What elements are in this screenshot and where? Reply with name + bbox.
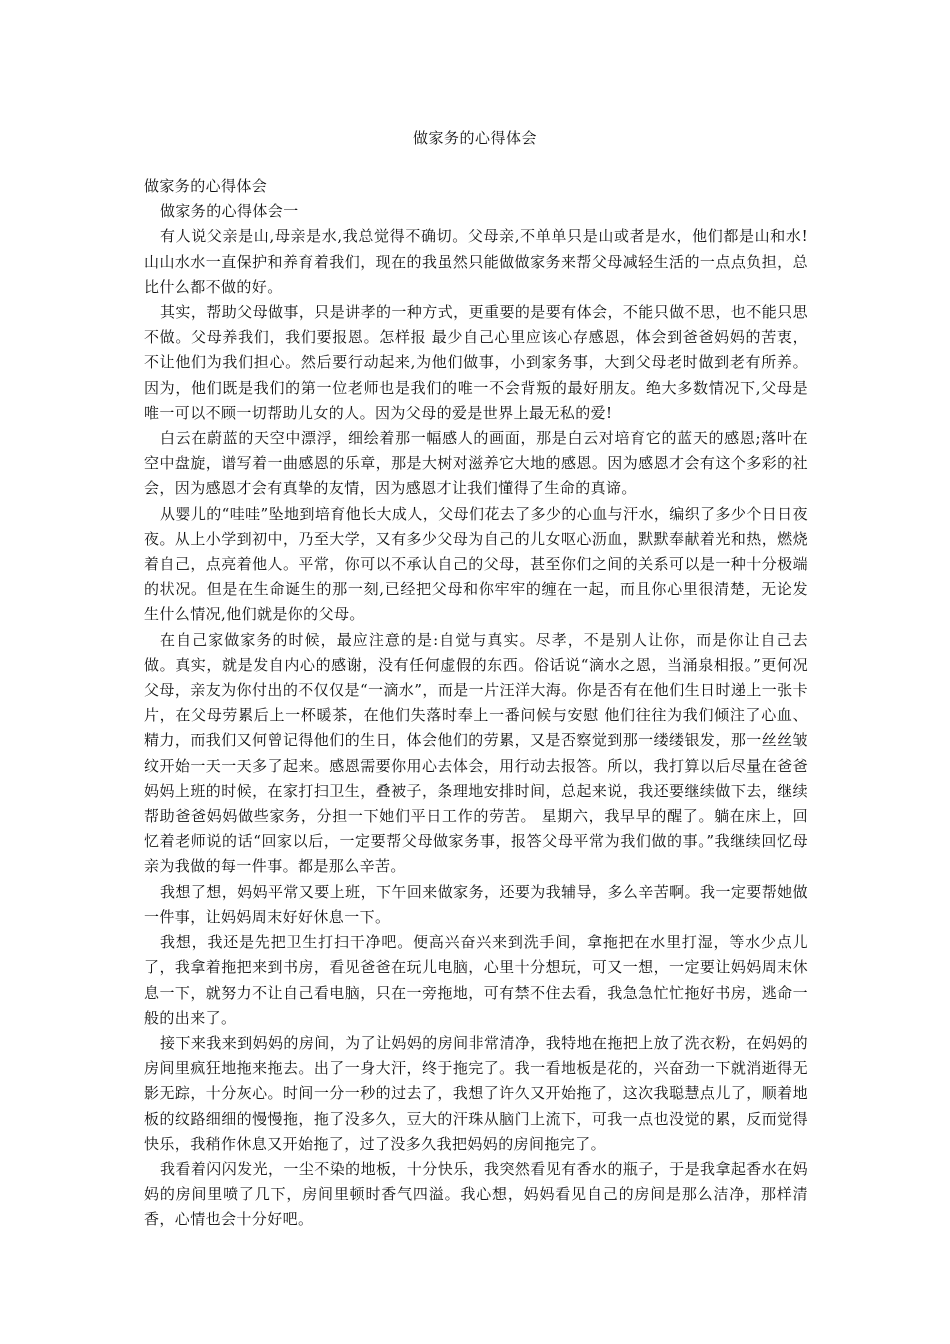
paragraph: 在自己家做家务的时候，最应注意的是:自觉与真实。尽孝，不是别人让你，而是你让自己去做。真实，就是发自内心的感谢，没有任何虚假的东西。俗话说“滴水之恩，当涌泉相报。”更何况父母，亲友为你付出的不仅仅是“一滴水”，而是一片汪洋大海。你是否有在他们生日时递上一张卡片，在父母劳累后上一杯暖茶，在他们失落时奉上一番问候与安慰 他们往往为我们倾注了心血、精力，而我们又何曾记得他们的生日，体会他们的劳累，又是否察觉到那一缕缕银发，那一丝丝皱纹开始一天一天多了起来。感恩需要你用心去体会，用行动去报答。所以，我打算以后尽量在爸爸妈妈上班的时候，在家打扫卫生，叠被子，条理地安排时间，总起来说，我还要继续做下去，继续帮助爸爸妈妈做些家务，分担一下她们平日工作的劳苦。 星期六，我早早的醒了。躺在床上，回忆着老师说的话“回家以后，一定要帮父母做家务事，报答父母平常为我们做的事。”我继续回忆母亲为我做的每一件事。都是那么辛苦。 <box>144 630 808 876</box>
paragraph: 白云在蔚蓝的天空中漂浮，细绘着那一幅感人的画面，那是白云对培育它的蓝天的感恩;落叶在空中盘旋，谱写着一曲感恩的乐章，那是大树对滋养它大地的感恩。因为感恩才会有这个多彩的社会，因为感恩才会有真挚的友情，因为感恩才让我们懂得了生命的真谛。 <box>144 429 808 498</box>
paragraph: 我想，我还是先把卫生打扫干净吧。便高兴奋兴来到洗手间，拿拖把在水里打湿，等水少点儿了，我拿着拖把来到书房，看见爸爸在玩儿电脑，心里十分想玩，可又一想，一定要让妈妈周末休息一下，就努力不让自己看电脑，只在一旁拖地，可有禁不住去看，我急急忙忙拖好书房，逃命一般的出来了。 <box>144 933 808 1027</box>
paragraph: 接下来我来到妈妈的房间，为了让妈妈的房间非常清净，我特地在拖把上放了洗衣粉，在妈妈的房间里疯狂地拖来拖去。出了一身大汗，终于拖完了。我一看地板是花的，兴奋劲一下就消逝得无影无踪，十分灰心。时间一分一秒的过去了，我想了许久又开始拖了，这次我聪慧点儿了，顺着地板的纹路细细的慢慢拖，拖了没多久，豆大的汗珠从脑门上流下，可我一点也没觉的累，反而觉得快乐，我稍作休息又开始拖了，过了没多久我把妈妈的房间拖完了。 <box>144 1033 808 1153</box>
paragraph: 我想了想，妈妈平常又要上班，下午回来做家务，还要为我辅导，多么辛苦啊。我一定要帮她做一件事，让妈妈周末好好休息一下。 <box>144 882 808 926</box>
page-title: 做家务的心得体会 <box>412 129 537 147</box>
paragraph: 我看着闪闪发光，一尘不染的地板，十分快乐，我突然看见有香水的瓶子，于是我拿起香水在妈妈的房间里喷了几下，房间里顿时香气四溢。我心想，妈妈看见自己的房间是那么洁净，那样清香，心情也会十分好吧。 <box>144 1159 808 1229</box>
document-subheading: 做家务的心得体会一 <box>160 202 299 221</box>
paragraph: 有人说父亲是山,母亲是水,我总觉得不确切。父母亲,不单单只是山或者是水，他们都是山和水!山山水水一直保护和养育着我们，现在的我虽然只能做做家务来帮父母减轻生活的一点点负担，总比什么都不做的好。 <box>144 227 808 296</box>
document-heading: 做家务的心得体会 <box>144 177 268 195</box>
paragraph: 从婴儿的“哇哇”坠地到培育他长大成人，父母们花去了多少的心血与汗水，编织了多少个日日夜夜。从上小学到初中，乃至大学，又有多少父母为自己的儿女呕心沥血，默默奉献着光和热，燃烧着自己，点亮着他人。平常，你可以不承认自己的父母，甚至你们之间的关系可以是一种十分极端的状况。但是在生命诞生的那一刻,已经把父母和你牢牢的缠在一起，而且你心里很清楚，无论发生什么情况,他们就是你的父母。 <box>144 504 808 624</box>
paragraph: 其实，帮助父母做事，只是讲孝的一种方式，更重要的是要有体会，不能只做不思，也不能只思不做。父母养我们，我们要报恩。怎样报 最少自己心里应该心存感恩，体会到爸爸妈妈的苦衷，不让他们为我们担心。然后要行动起来,为他们做事，小到家务事，大到父母老时做到老有所养。因为，他们既是我们的第一位老师也是我们的唯一不会背叛的最好朋友。绝大多数情况下,父母是唯一可以不顾一切帮助儿女的人。因为父母的爱是世界上最无私的爱! <box>144 303 808 422</box>
document-body <box>144 174 808 1233</box>
